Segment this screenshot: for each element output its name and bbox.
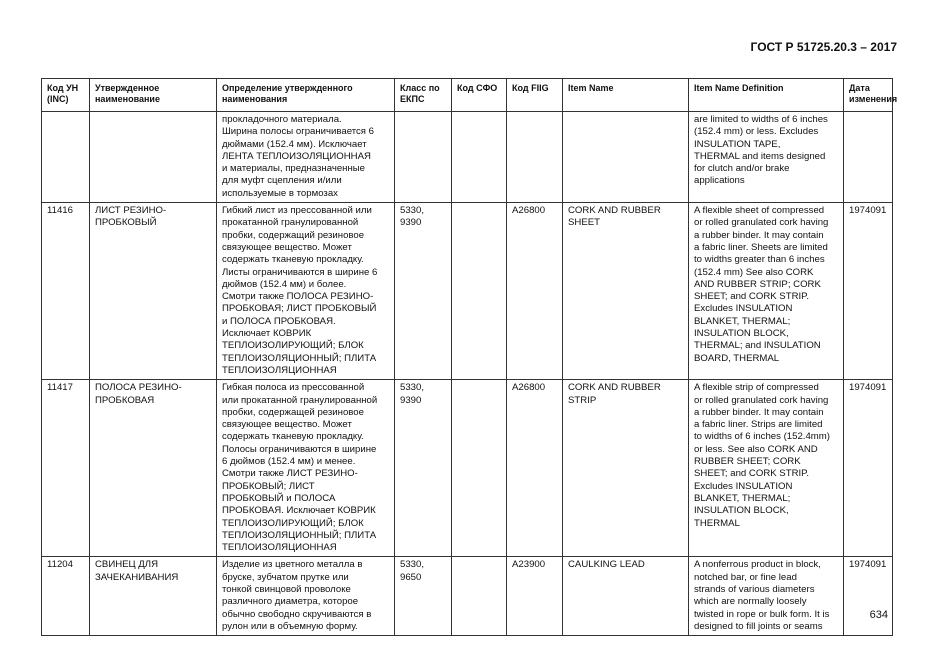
column-header-class: Класс по ЕКПС <box>395 79 452 112</box>
cell-approved-name <box>90 112 217 203</box>
column-header-approved-name: Утвержденное наименование <box>90 79 217 112</box>
cell-change-date <box>844 112 893 203</box>
document-number: ГОСТ Р 51725.20.3 – 2017 <box>750 40 897 54</box>
cell-inc: 11204 <box>42 557 90 636</box>
cell-definition: Изделие из цветного металла в бруске, зубчатом прутке или тонкой свинцовой проволоке различного диаметра, которое обычно свободно скручиваются в рулон или в объемную форму. <box>217 557 395 636</box>
cell-class: 5330, 9650 <box>395 557 452 636</box>
column-header-definition: Определение утвержденного наименования <box>217 79 395 112</box>
column-header-item-definition: Item Name Definition <box>689 79 844 112</box>
cell-change-date: 1974091 <box>844 380 893 557</box>
table-row <box>42 112 893 203</box>
cell-sfo <box>452 380 507 557</box>
cell-definition: Гибкая полоса из прессованной или прокатанной гранулированной пробки, содержащей резиновое связующее вещество. Может содержать тканевую прокладку. Полосы ограничиваются в ширине 6 дюймов (152.4 мм) и менее. Смотри также ЛИСТ РЕЗИНО- ПРОБКОВЫЙ; ЛИСТ ПРОБКОВЫЙ и ПОЛОСА ПРОБКОВАЯ. Исключает КОВРИК ТЕПЛОИЗОЛИРУЮЩИЙ; БЛОК ТЕПЛОИЗОЛЯЦИОННЫЙ; ПЛИТА ТЕПЛОИЗОЛЯЦИОННАЯ <box>217 380 395 557</box>
column-header-sfo: Код СФО <box>452 79 507 112</box>
cell-class: 5330, 9390 <box>395 380 452 557</box>
column-header-item-name: Item Name <box>563 79 689 112</box>
cell-item-name: CORK AND RUBBER SHEET <box>563 203 689 380</box>
cell-class: 5330, 9390 <box>395 203 452 380</box>
catalog-table <box>41 78 898 636</box>
cell-change-date: 1974091 <box>844 203 893 380</box>
cell-sfo <box>452 112 507 203</box>
cell-sfo <box>452 557 507 636</box>
table-row <box>42 203 893 380</box>
cell-inc: 11417 <box>42 380 90 557</box>
cell-item-definition: A flexible strip of compressed or rolled granulated cork having a rubber binder. It may contain a fabric liner. Strips are limited to widths of 6 inches (152.4mm) or less. See also CORK AND RUBBER SHEET; CORK SHEET; and CORK STRIP. Excludes INSULATION BLANKET, THERMAL; INSULATION BLOCK, THERMAL <box>689 380 844 557</box>
cell-class <box>395 112 452 203</box>
cell-fiig <box>507 112 563 203</box>
table-row <box>42 380 893 557</box>
cell-inc: 11416 <box>42 203 90 380</box>
cell-approved-name: ЛИСТ РЕЗИНО- ПРОБКОВЫЙ <box>90 203 217 380</box>
cell-item-definition: A nonferrous product in block, notched bar, or fine lead strands of various diameters which are normally loosely twisted in rope or bulk form. It is designed to fill joints or seams <box>689 557 844 636</box>
cell-sfo <box>452 203 507 380</box>
page-number: 634 <box>869 609 888 621</box>
cell-item-name: CORK AND RUBBER STRIP <box>563 380 689 557</box>
column-header-change-date: Дата изменения <box>844 79 893 112</box>
cell-definition: Гибкий лист из прессованной или прокатанной гранулированной пробки, содержащий резиновое связующее вещество. Может содержать тканевую прокладку. Листы ограничиваются в ширине 6 дюймов (152.4 мм) и более. Смотри также ПОЛОСА РЕЗИНО- ПРОБКОВАЯ; ЛИСТ ПРОБКОВЫЙ и ПОЛОСА ПРОБКОВАЯ. Исключает КОВРИК ТЕПЛОИЗОЛИРУЮЩИЙ; БЛОК ТЕПЛОИЗОЛЯЦИОННЫЙ; ПЛИТА ТЕПЛОИЗОЛЯЦИОННАЯ <box>217 203 395 380</box>
table-header-row <box>42 79 893 112</box>
cell-fiig: A23900 <box>507 557 563 636</box>
cell-item-name <box>563 112 689 203</box>
column-header-inc: Код УН (INC) <box>42 79 90 112</box>
cell-item-definition: are limited to widths of 6 inches (152.4 mm) or less. Excludes INSULATION TAPE, THERMAL and items designed for clutch and/or brake applications <box>689 112 844 203</box>
cell-approved-name: ПОЛОСА РЕЗИНО- ПРОБКОВАЯ <box>90 380 217 557</box>
cell-definition: прокладочного материала. Ширина полосы ограничивается 6 дюймами (152.4 мм). Исключает ЛЕНТА ТЕПЛОИЗОЛЯЦИОННАЯ и материалы, предназначенные для муфт сцепления и/или используемые в тормозах <box>217 112 395 203</box>
table-row <box>42 557 893 636</box>
cell-fiig: A26800 <box>507 203 563 380</box>
cell-change-date: 1974091 <box>844 557 893 636</box>
column-header-fiig: Код FIIG <box>507 79 563 112</box>
cell-approved-name: СВИНЕЦ ДЛЯ ЗАЧЕКАНИВАНИЯ <box>90 557 217 636</box>
cell-fiig: A26800 <box>507 380 563 557</box>
cell-item-name: CAULKING LEAD <box>563 557 689 636</box>
cell-item-definition: A flexible sheet of compressed or rolled granulated cork having a rubber binder. It may contain a fabric liner. Sheets are limited to widths greater than 6 inches (152.4 mm) See also CORK AND RUBBER STRIP; CORK SHEET; and CORK STRIP. Excludes INSULATION BLANKET, THERMAL; INSULATION BLOCK, THERMAL; and INSULATION BOARD, THERMAL <box>689 203 844 380</box>
cell-inc <box>42 112 90 203</box>
